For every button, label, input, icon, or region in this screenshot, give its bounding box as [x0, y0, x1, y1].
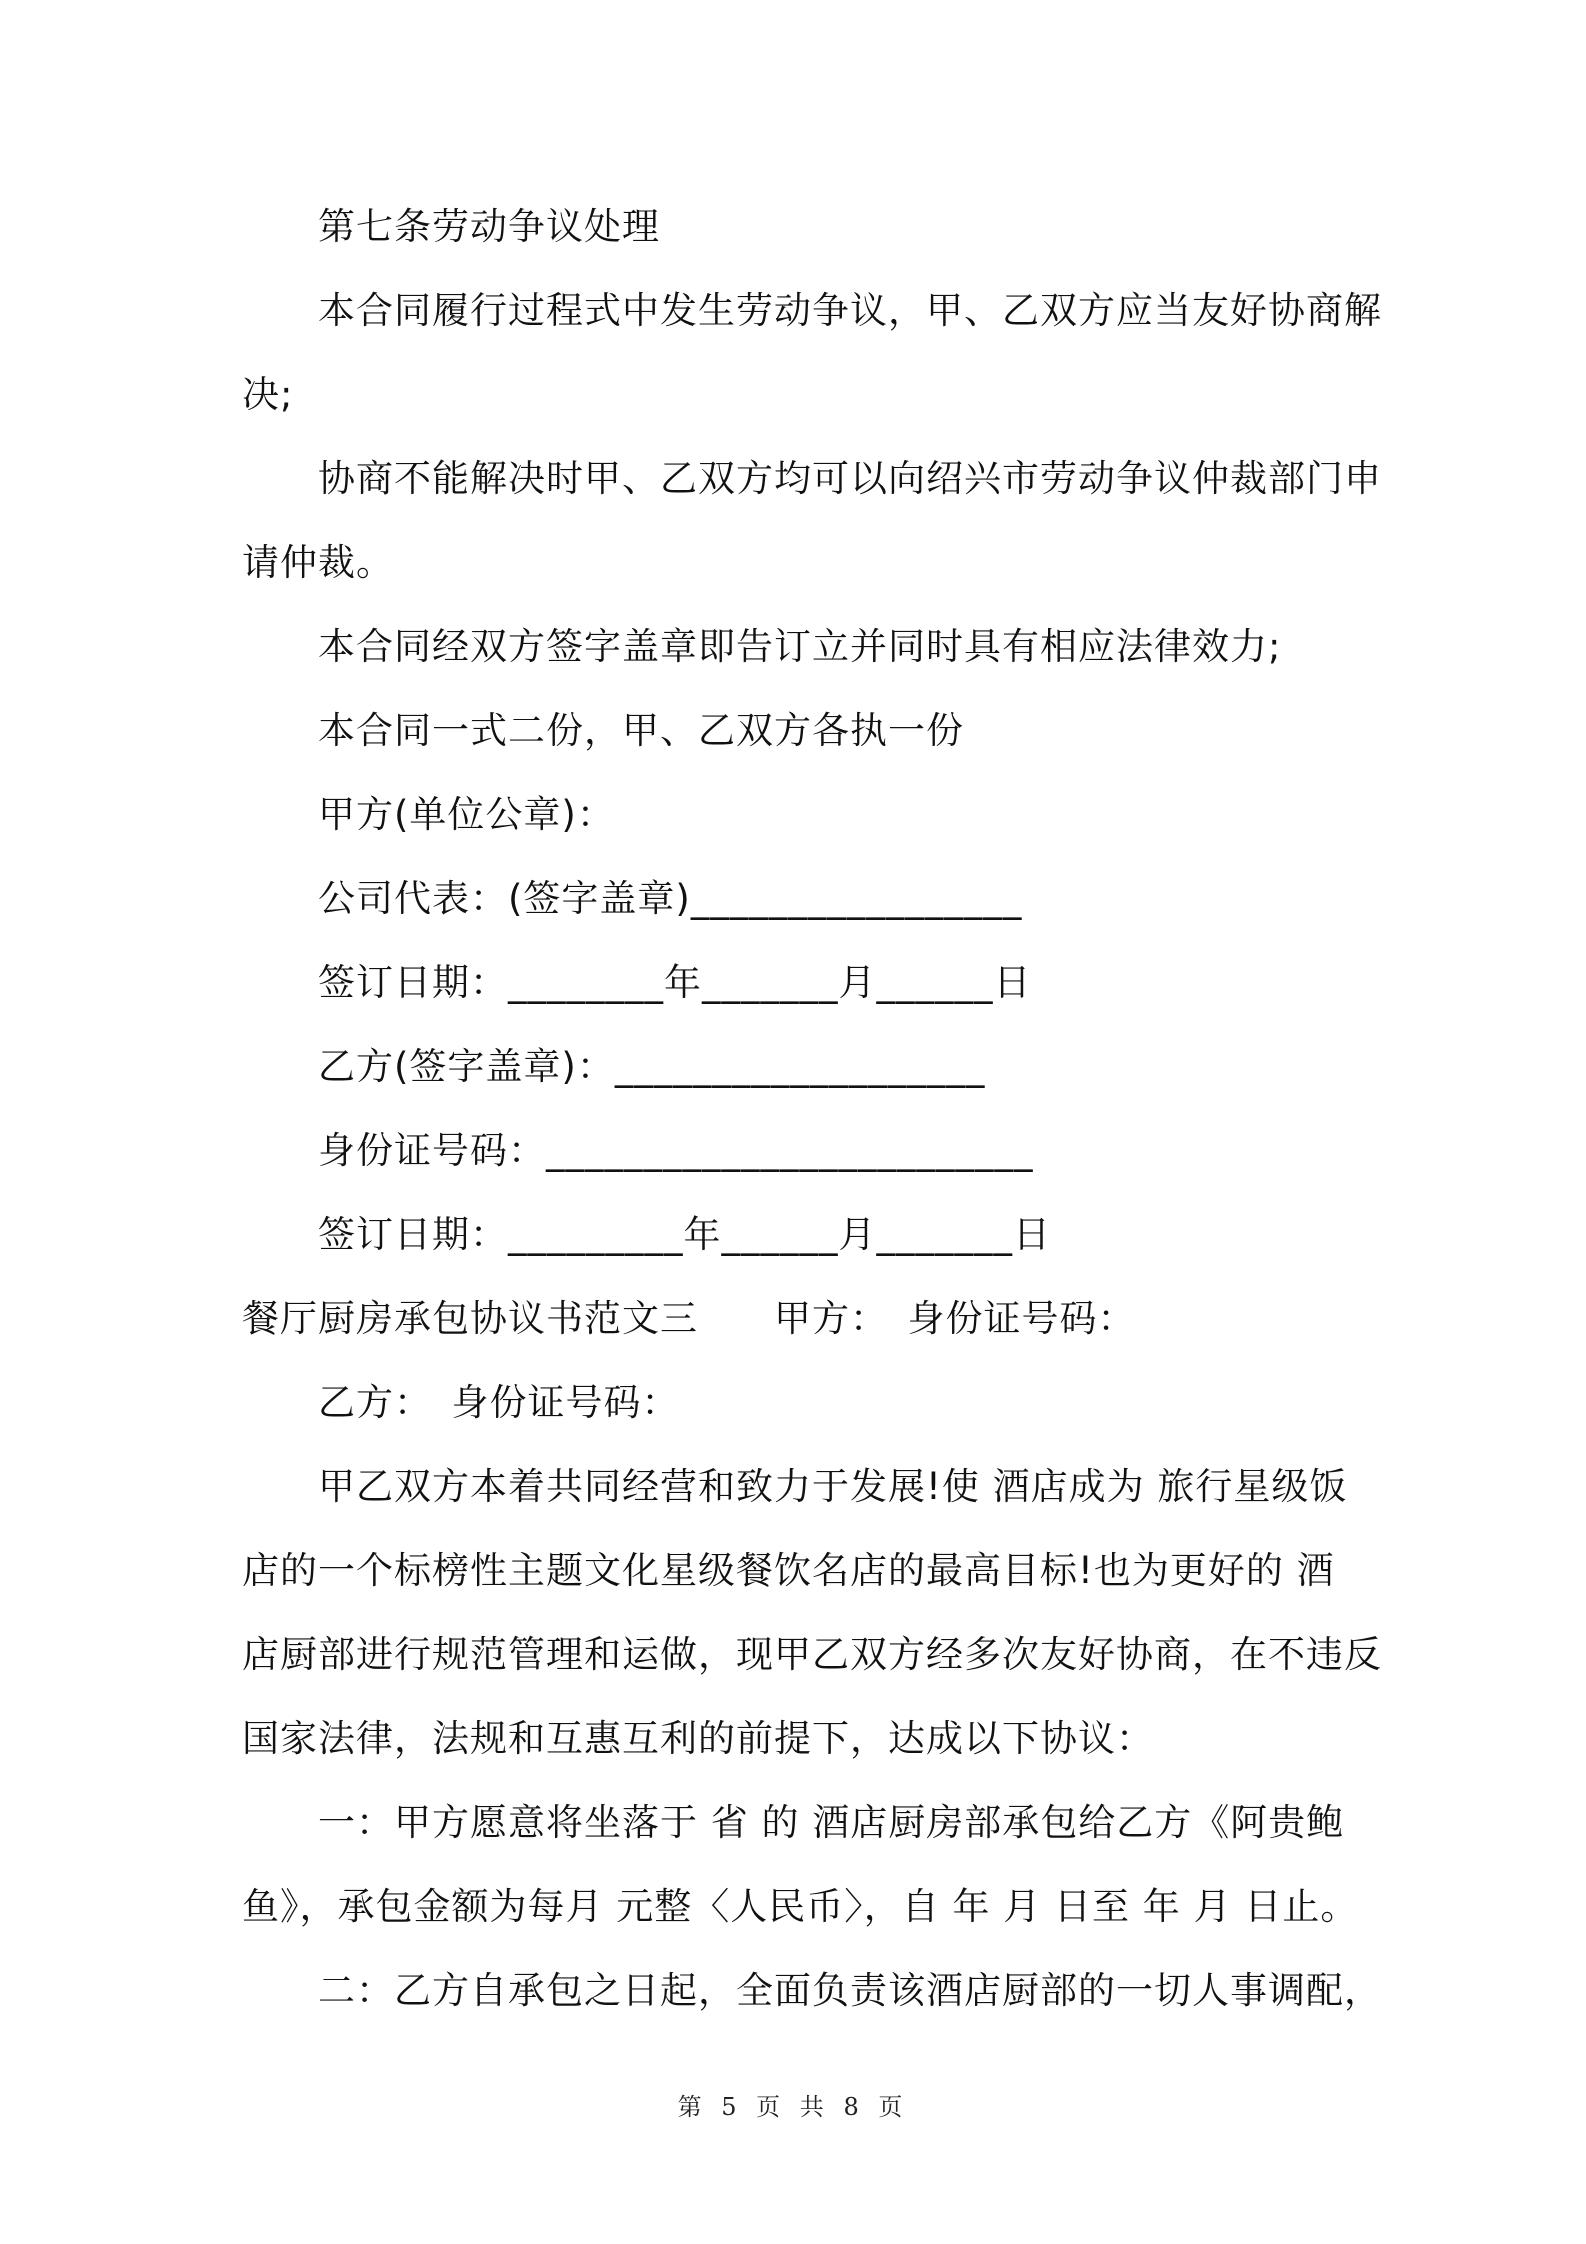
sign-date-field: 签订日期：________年_______月______日: [318, 961, 1032, 1004]
section-title: 餐厅厨房承包协议书范文三 甲方： 身份证号码：: [242, 1297, 1136, 1340]
clause-one-line: 鱼》，承包金额为每月 元整〈人民币〉，自 年 月 日至 年 月 日止。: [242, 1885, 1359, 1928]
clause-two-line: 二：乙方自承包之日起，全面负责该酒店厨部的一切人事调配，: [318, 1969, 1382, 2012]
paragraph-line: 店厨部进行规范管理和运做，现甲乙双方经多次友好协商，在不违反: [242, 1633, 1382, 1676]
party-a-seal-label: 甲方(单位公章)：: [318, 793, 615, 836]
paragraph-line: 国家法律，法规和互惠互利的前提下，达成以下协议：: [242, 1717, 1154, 1760]
paragraph-line: 甲乙双方本着共同经营和致力于发展!使 酒店成为 旅行星级饭: [318, 1465, 1348, 1508]
paragraph-line: 店的一个标榜性主题文化星级餐饮名店的最高目标!也为更好的 酒: [242, 1549, 1335, 1592]
paragraph-line: 本合同履行过程式中发生劳动争议，甲、乙双方应当友好协商解: [318, 289, 1382, 332]
paragraph-line: 本合同一式二份，甲、乙双方各执一份: [318, 709, 964, 752]
paragraph-line: 协商不能解决时甲、乙双方均可以向绍兴市劳动争议仲裁部门申: [318, 457, 1382, 500]
party-b-id-line: 乙方： 身份证号码：: [318, 1381, 680, 1424]
company-representative-field: 公司代表：(签字盖章)_________________: [318, 877, 1023, 920]
paragraph-line: 决;: [242, 373, 294, 416]
sign-date-field: 签订日期：_________年______月_______日: [318, 1213, 1051, 1256]
clause-one-line: 一：甲方愿意将坐落于 省 的 酒店厨房部承包给乙方《阿贵鲍: [318, 1801, 1345, 1844]
party-b-signature-field: 乙方(签字盖章)：___________________: [318, 1045, 986, 1088]
paragraph-line: 本合同经双方签字盖章即告订立并同时具有相应法律效力;: [318, 625, 1282, 668]
page-number-footer: 第 5 页 共 8 页: [677, 2093, 909, 2121]
paragraph-line: 请仲裁。: [242, 541, 394, 584]
article-heading: 第七条劳动争议处理: [318, 205, 660, 248]
id-number-field: 身份证号码：_________________________: [318, 1129, 1034, 1172]
